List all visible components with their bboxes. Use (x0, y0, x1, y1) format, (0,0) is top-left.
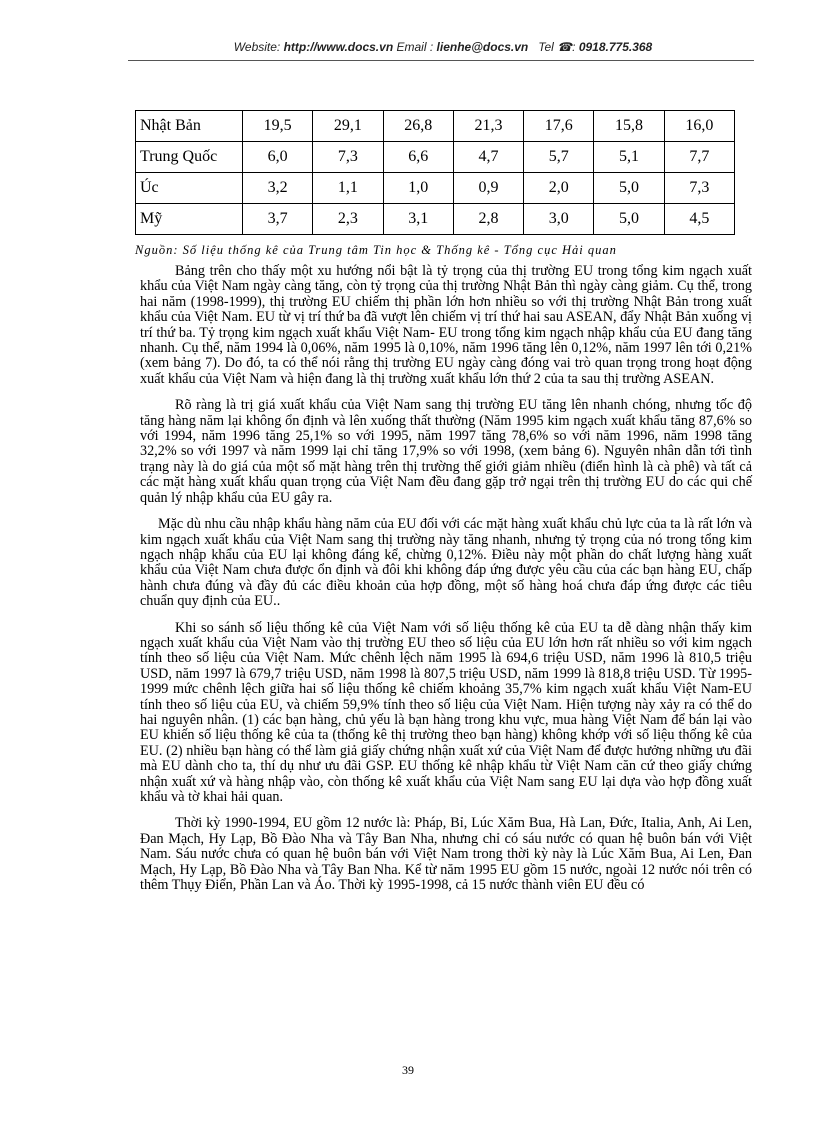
paragraph: Mặc dù nhu cầu nhập khẩu hàng năm của EU đối với các mặt hàng xuất khẩu chủ lực của ta là rất lớn và kim ngạch xuất khẩu của Việt Nam sang thị trường này tăng nhanh, nhưng tỷ trọng của nó trong tổng kim ngạch nhập khẩu của EU lại không đáng kể, chừng 0,12%. Điều này một phần do chất lượng hàng xuất khẩu của Việt Nam chưa được ổn định và đôi khi không đáp ứng được yêu cầu của các bạn hàng EU, chấp hành chưa đúng và đầy đủ các điều khoản của hợp đồng, một số hàng hoá chưa đáp ứng được các tiêu chuẩn quy định của EU.. (140, 516, 752, 610)
page-number: 39 (402, 1063, 414, 1077)
value-cell: 3,2 (243, 173, 313, 204)
paragraph: Bảng trên cho thấy một xu hướng nổi bật là tỷ trọng của thị trường EU trong tổng kim ngạch xuất khẩu của Việt Nam ngày càng tăng, còn tỷ trọng của thị trường Nhật Bản thì ngày càng giảm. Cụ thể, trong hai năm (1998-1999), thị trường EU chiếm thị phần lớn hơn nhiều so với thị trường Nhật Bản trong xuất khẩu của Việt Nam. EU từ vị trí thứ ba đã vượt lên chiếm vị trí thứ hai sau ASEAN, đẩy Nhật Bản xuống vị trí thứ ba. Tỷ trọng kim ngạch xuất khẩu Việt Nam- EU trong tổng kim ngạch nhập khẩu của EU đang tăng nhanh. Cụ thể, năm 1994 là 0,06%, năm 1995 là 0,10%, năm 1996 tăng lên 0,12%, năm 1997 lên tới 0,21% (xem bảng 7). Do đó, ta có thể nói rằng thị trường EU ngày càng đóng vai trò quan trọng trong hoạt động xuất khẩu của Việt Nam và hiện đang là thị trường xuất khẩu lớn thứ 2 của ta sau thị trường ASEAN. (140, 263, 752, 387)
header-divider (128, 60, 754, 61)
value-cell: 0,9 (453, 173, 523, 204)
country-cell: Trung Quốc (136, 142, 243, 173)
value-cell: 1,1 (313, 173, 383, 204)
value-cell: 3,7 (243, 204, 313, 235)
page-header (130, 40, 756, 54)
value-cell: 19,5 (243, 111, 313, 142)
table-row (136, 204, 735, 235)
country-cell: Nhật Bản (136, 111, 243, 142)
value-cell: 21,3 (453, 111, 523, 142)
value-cell: 16,0 (664, 111, 734, 142)
tel-label: Tel ☎: (538, 40, 576, 54)
value-cell: 3,0 (524, 204, 594, 235)
email-link[interactable]: lienhe@docs.vn (436, 40, 529, 54)
paragraph: Khi so sánh số liệu thống kê của Việt Nam với số liệu thống kê của EU ta dễ dàng nhận thấy kim ngạch xuất khẩu của Việt Nam vào thị trường EU theo số liệu của EU lớn hơn rất nhiều so với kim ngạch tính theo số liệu của Việt Nam. Mức chênh lệch năm 1995 là 694,6 triệu USD, năm 1996 là 810,5 triệu USD, năm 1997 là 679,7 triệu USD, năm 1998 là 807,5 triệu USD, năm 1999 là 818,8 triệu USD. Từ 1995-1999 mức chênh lệch giữa hai số liệu thống kê chiếm khoảng 35,7% kim ngạch xuất khẩu Việt Nam-EU tính theo số liệu của EU, và chiếm 59,9% tính theo số liệu của Việt Nam. Hiện tượng này xảy ra có thể do hai nguyên nhân. (1) các bạn hàng, chủ yếu là bạn hàng trong khu vực, mua hàng Việt Nam để bán lại vào EU khiến số liệu thống kê của ta (thống kê thị trường theo bạn hàng) không khớp với số liệu thống kê của EU. (2) nhiều bạn hàng có thể làm giả giấy chứng nhận xuất xứ của Việt Nam để được hưởng những ưu đãi mà EU dành cho ta, thí dụ như ưu đãi GSP. EU thống kê nhập khẩu từ Việt Nam căn cứ theo giấy chứng nhận xuất xứ và hàng nhập vào, còn thống kê xuất khẩu của Việt Nam sang EU lại dựa vào hợp đồng xuất khẩu và tờ khai hải quan. (140, 619, 752, 805)
value-cell: 7,7 (664, 142, 734, 173)
value-cell: 3,1 (383, 204, 453, 235)
body-text (140, 264, 752, 904)
value-cell: 6,6 (383, 142, 453, 173)
value-cell: 15,8 (594, 111, 664, 142)
website-label: Website: (233, 40, 281, 54)
tel-number: 0918.775.368 (578, 40, 653, 54)
table-row (136, 173, 735, 204)
paragraph: Rõ ràng là trị giá xuất khẩu của Việt Nam sang thị trường EU tăng lên nhanh chóng, nhưng tốc độ tăng hàng năm lại không ổn định và lên xuống thất thường (Năm 1995 kim ngạch xuất khẩu tăng 87,6% so với 1994, năm 1996 tăng 25,1% so với 1995, năm 1997 tăng 78,6% so với năm 1996, năm 1998 tăng 32,2% so với 1997 và năm 1999 lại chỉ tăng 17,9% so với 1998, (xem bảng 6). Nguyên nhân dẫn tới tình trạng này là do giá của một số mặt hàng trên thị trường thế giới giảm nhiều (điển hình là cà phê) và tất cả các mặt hàng xuất khẩu quan trọng của Việt Nam đều đang gặp trở ngại trên thị trường EU do các qui chế quản lý nhập khẩu của EU gây ra. (140, 397, 752, 506)
table-source-note: Nguồn: Số liệu thống kê của Trung tâm Tin học & Thống kê - Tổng cục Hải quan (135, 243, 617, 257)
table-row (136, 142, 735, 173)
value-cell: 7,3 (664, 173, 734, 204)
value-cell: 6,0 (243, 142, 313, 173)
value-cell: 26,8 (383, 111, 453, 142)
value-cell: 5,1 (594, 142, 664, 173)
export-share-table (135, 110, 735, 235)
value-cell: 2,0 (524, 173, 594, 204)
value-cell: 5,7 (524, 142, 594, 173)
table-row (136, 111, 735, 142)
value-cell: 29,1 (313, 111, 383, 142)
value-cell: 1,0 (383, 173, 453, 204)
country-cell: Úc (136, 173, 243, 204)
email-label: Email : (396, 40, 434, 54)
value-cell: 7,3 (313, 142, 383, 173)
value-cell: 17,6 (524, 111, 594, 142)
value-cell: 2,8 (453, 204, 523, 235)
value-cell: 4,5 (664, 204, 734, 235)
paragraph: Thời kỳ 1990-1994, EU gồm 12 nước là: Pháp, Bỉ, Lúc Xăm Bua, Hà Lan, Đức, Italia, Anh, Ai Len, Đan Mạch, Hy Lạp, Bồ Đào Nha và Tây Ban Nha, nhưng chỉ có sáu nước có quan hệ buôn bán với Việt Nam. Sáu nước chưa có quan hệ buôn bán với Việt Nam trong thời kỳ này là Lúc Xăm Bua, Ai Len, Đan Mạch, Hy Lạp, Bồ Đào Nha và Tây Ban Nha. Kể từ năm 1995 EU gồm 15 nước, ngoài 12 nước nói trên có thêm Thụy Điển, Phần Lan và Áo. Thời kỳ 1995-1998, cả 15 nước thành viên EU đều có (140, 815, 752, 894)
value-cell: 5,0 (594, 173, 664, 204)
website-link[interactable]: http://www.docs.vn (283, 40, 394, 54)
value-cell: 5,0 (594, 204, 664, 235)
value-cell: 4,7 (453, 142, 523, 173)
value-cell: 2,3 (313, 204, 383, 235)
country-cell: Mỹ (136, 204, 243, 235)
